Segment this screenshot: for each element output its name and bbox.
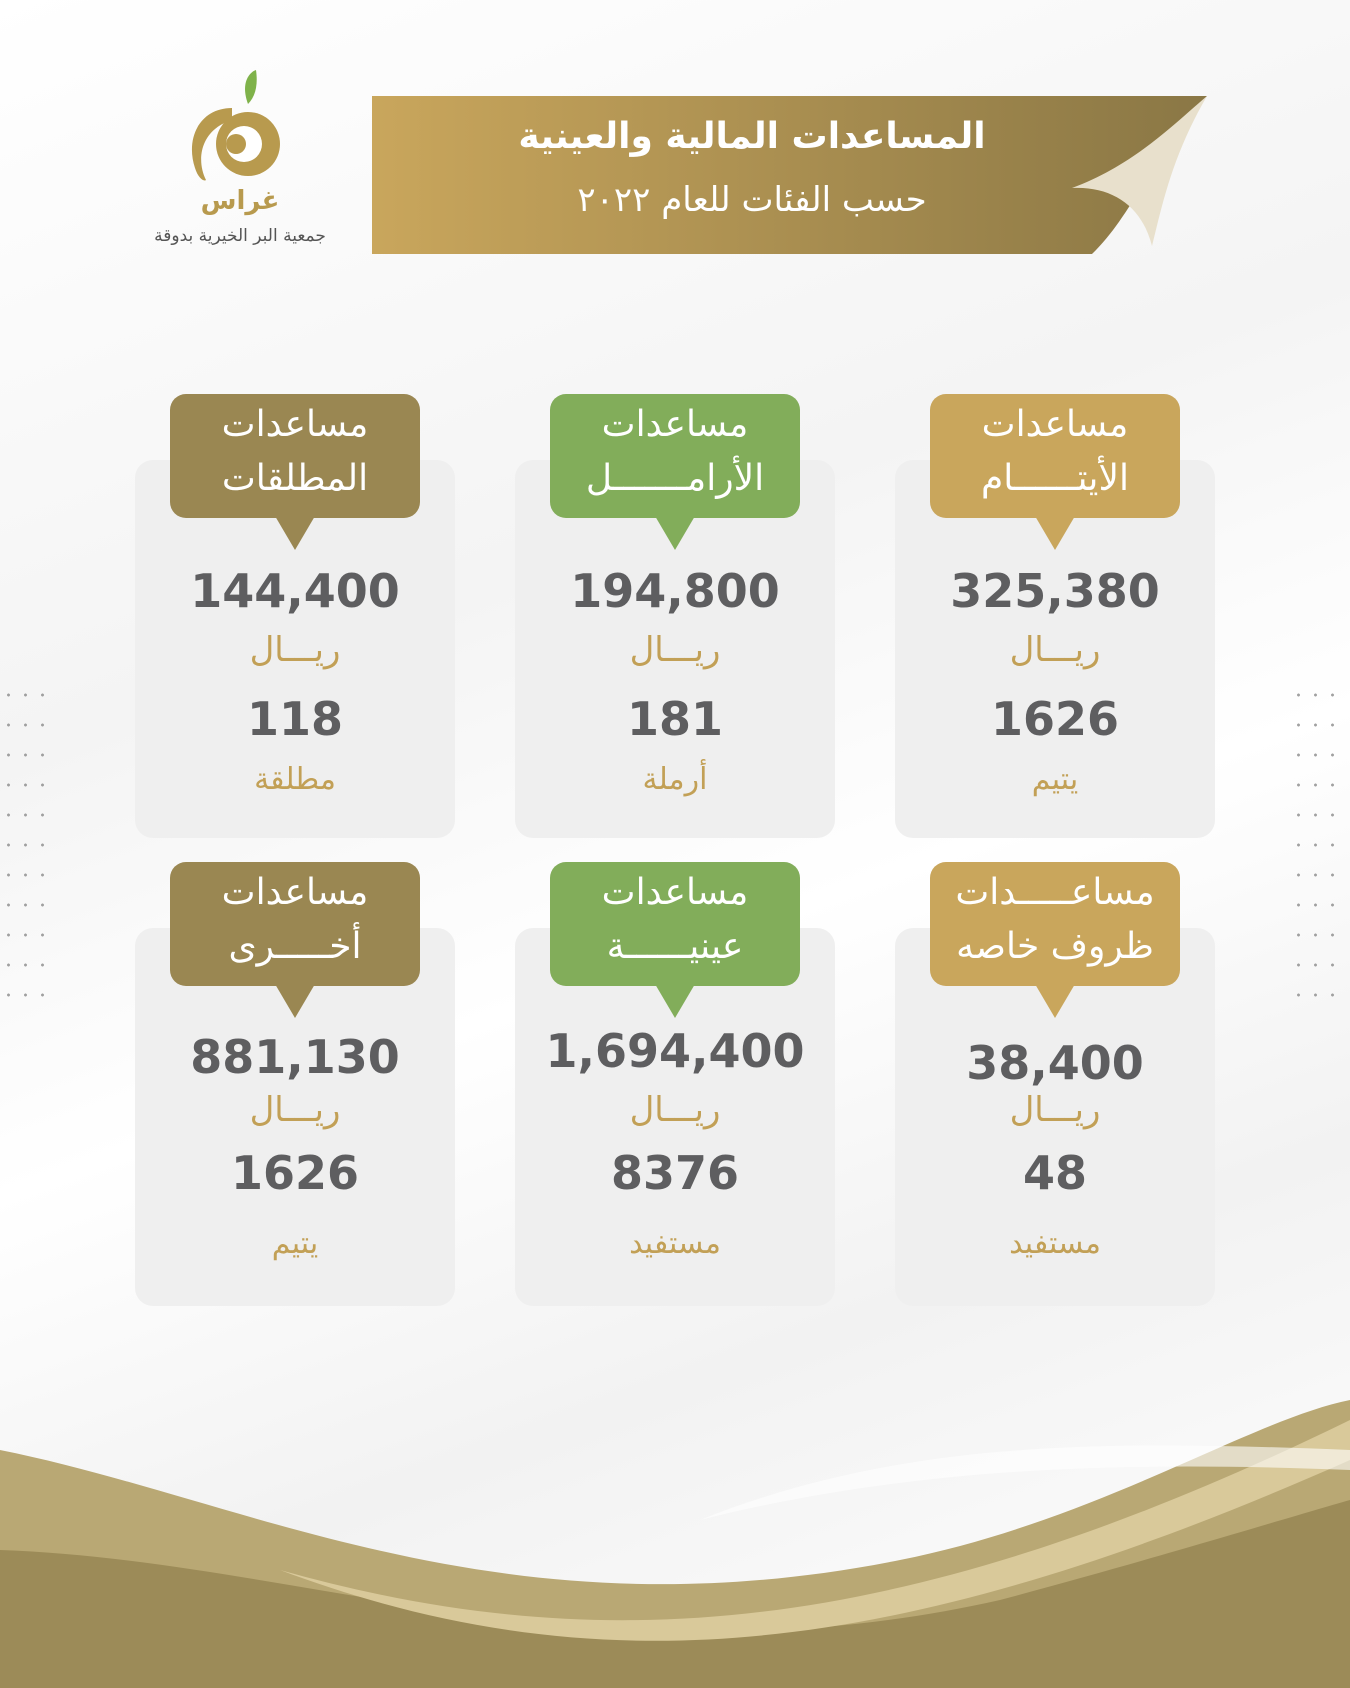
category-tag-divorcees: مساعدات المطلقات xyxy=(170,394,420,518)
pointer-arrow xyxy=(275,516,315,550)
page-subtitle: حسب الفئات للعام ٢٠٢٢ xyxy=(577,180,927,220)
pointer-arrow xyxy=(655,984,695,1018)
pointer-arrow xyxy=(1035,984,1075,1018)
logo-subtitle: جمعية البر الخيرية بدوقة xyxy=(154,226,326,246)
page-title: المساعدات المالية والعينية xyxy=(518,116,986,157)
amount-other: 881,130 xyxy=(190,1030,400,1084)
count-other: 1626 xyxy=(230,1146,360,1200)
category-tag-in-kind: مساعدات عينيــــــة xyxy=(550,862,800,986)
amount-widows: 194,800 xyxy=(570,564,780,618)
unit-label: أرملة xyxy=(642,762,708,797)
currency-label: ريـــال xyxy=(249,630,341,670)
category-tag-orphans: مساعدات الأيتــــــام xyxy=(930,394,1180,518)
decorative-dots-left xyxy=(0,680,50,1010)
count-in-kind: 8376 xyxy=(610,1146,740,1200)
category-tag-other: مساعدات أخـــــرى xyxy=(170,862,420,986)
category-tag-special-circumstances: مساعـــــدات ظروف خاصه xyxy=(930,862,1180,986)
currency-label: ريـــال xyxy=(1009,630,1101,670)
unit-label: يتيم xyxy=(1031,762,1079,797)
logo-name: غراس xyxy=(200,186,280,216)
count-widows: 181 xyxy=(626,692,724,746)
currency-label: ريـــال xyxy=(629,1090,721,1130)
pointer-arrow xyxy=(275,984,315,1018)
decorative-dots-right xyxy=(1290,680,1340,1010)
amount-special-circumstances: 38,400 xyxy=(966,1036,1144,1090)
unit-label: يتيم xyxy=(271,1226,319,1261)
currency-label: ريـــال xyxy=(1009,1090,1101,1130)
count-orphans: 1626 xyxy=(990,692,1120,746)
logo xyxy=(140,68,340,258)
category-tag-widows: مساعدات الأرامـــــــل xyxy=(550,394,800,518)
title-banner xyxy=(372,96,1212,254)
pointer-arrow xyxy=(1035,516,1075,550)
count-divorcees: 118 xyxy=(246,692,344,746)
amount-orphans: 325,380 xyxy=(950,564,1160,618)
unit-label: مستفيد xyxy=(629,1226,721,1261)
amount-in-kind: 1,694,400 xyxy=(545,1024,805,1078)
leaf-logo-icon xyxy=(140,68,340,188)
unit-label: مطلقة xyxy=(254,762,336,797)
unit-label: مستفيد xyxy=(1009,1226,1101,1261)
count-special-circumstances: 48 xyxy=(1022,1146,1087,1200)
currency-label: ريـــال xyxy=(629,630,721,670)
pointer-arrow xyxy=(655,516,695,550)
currency-label: ريـــال xyxy=(249,1090,341,1130)
amount-divorcees: 144,400 xyxy=(190,564,400,618)
